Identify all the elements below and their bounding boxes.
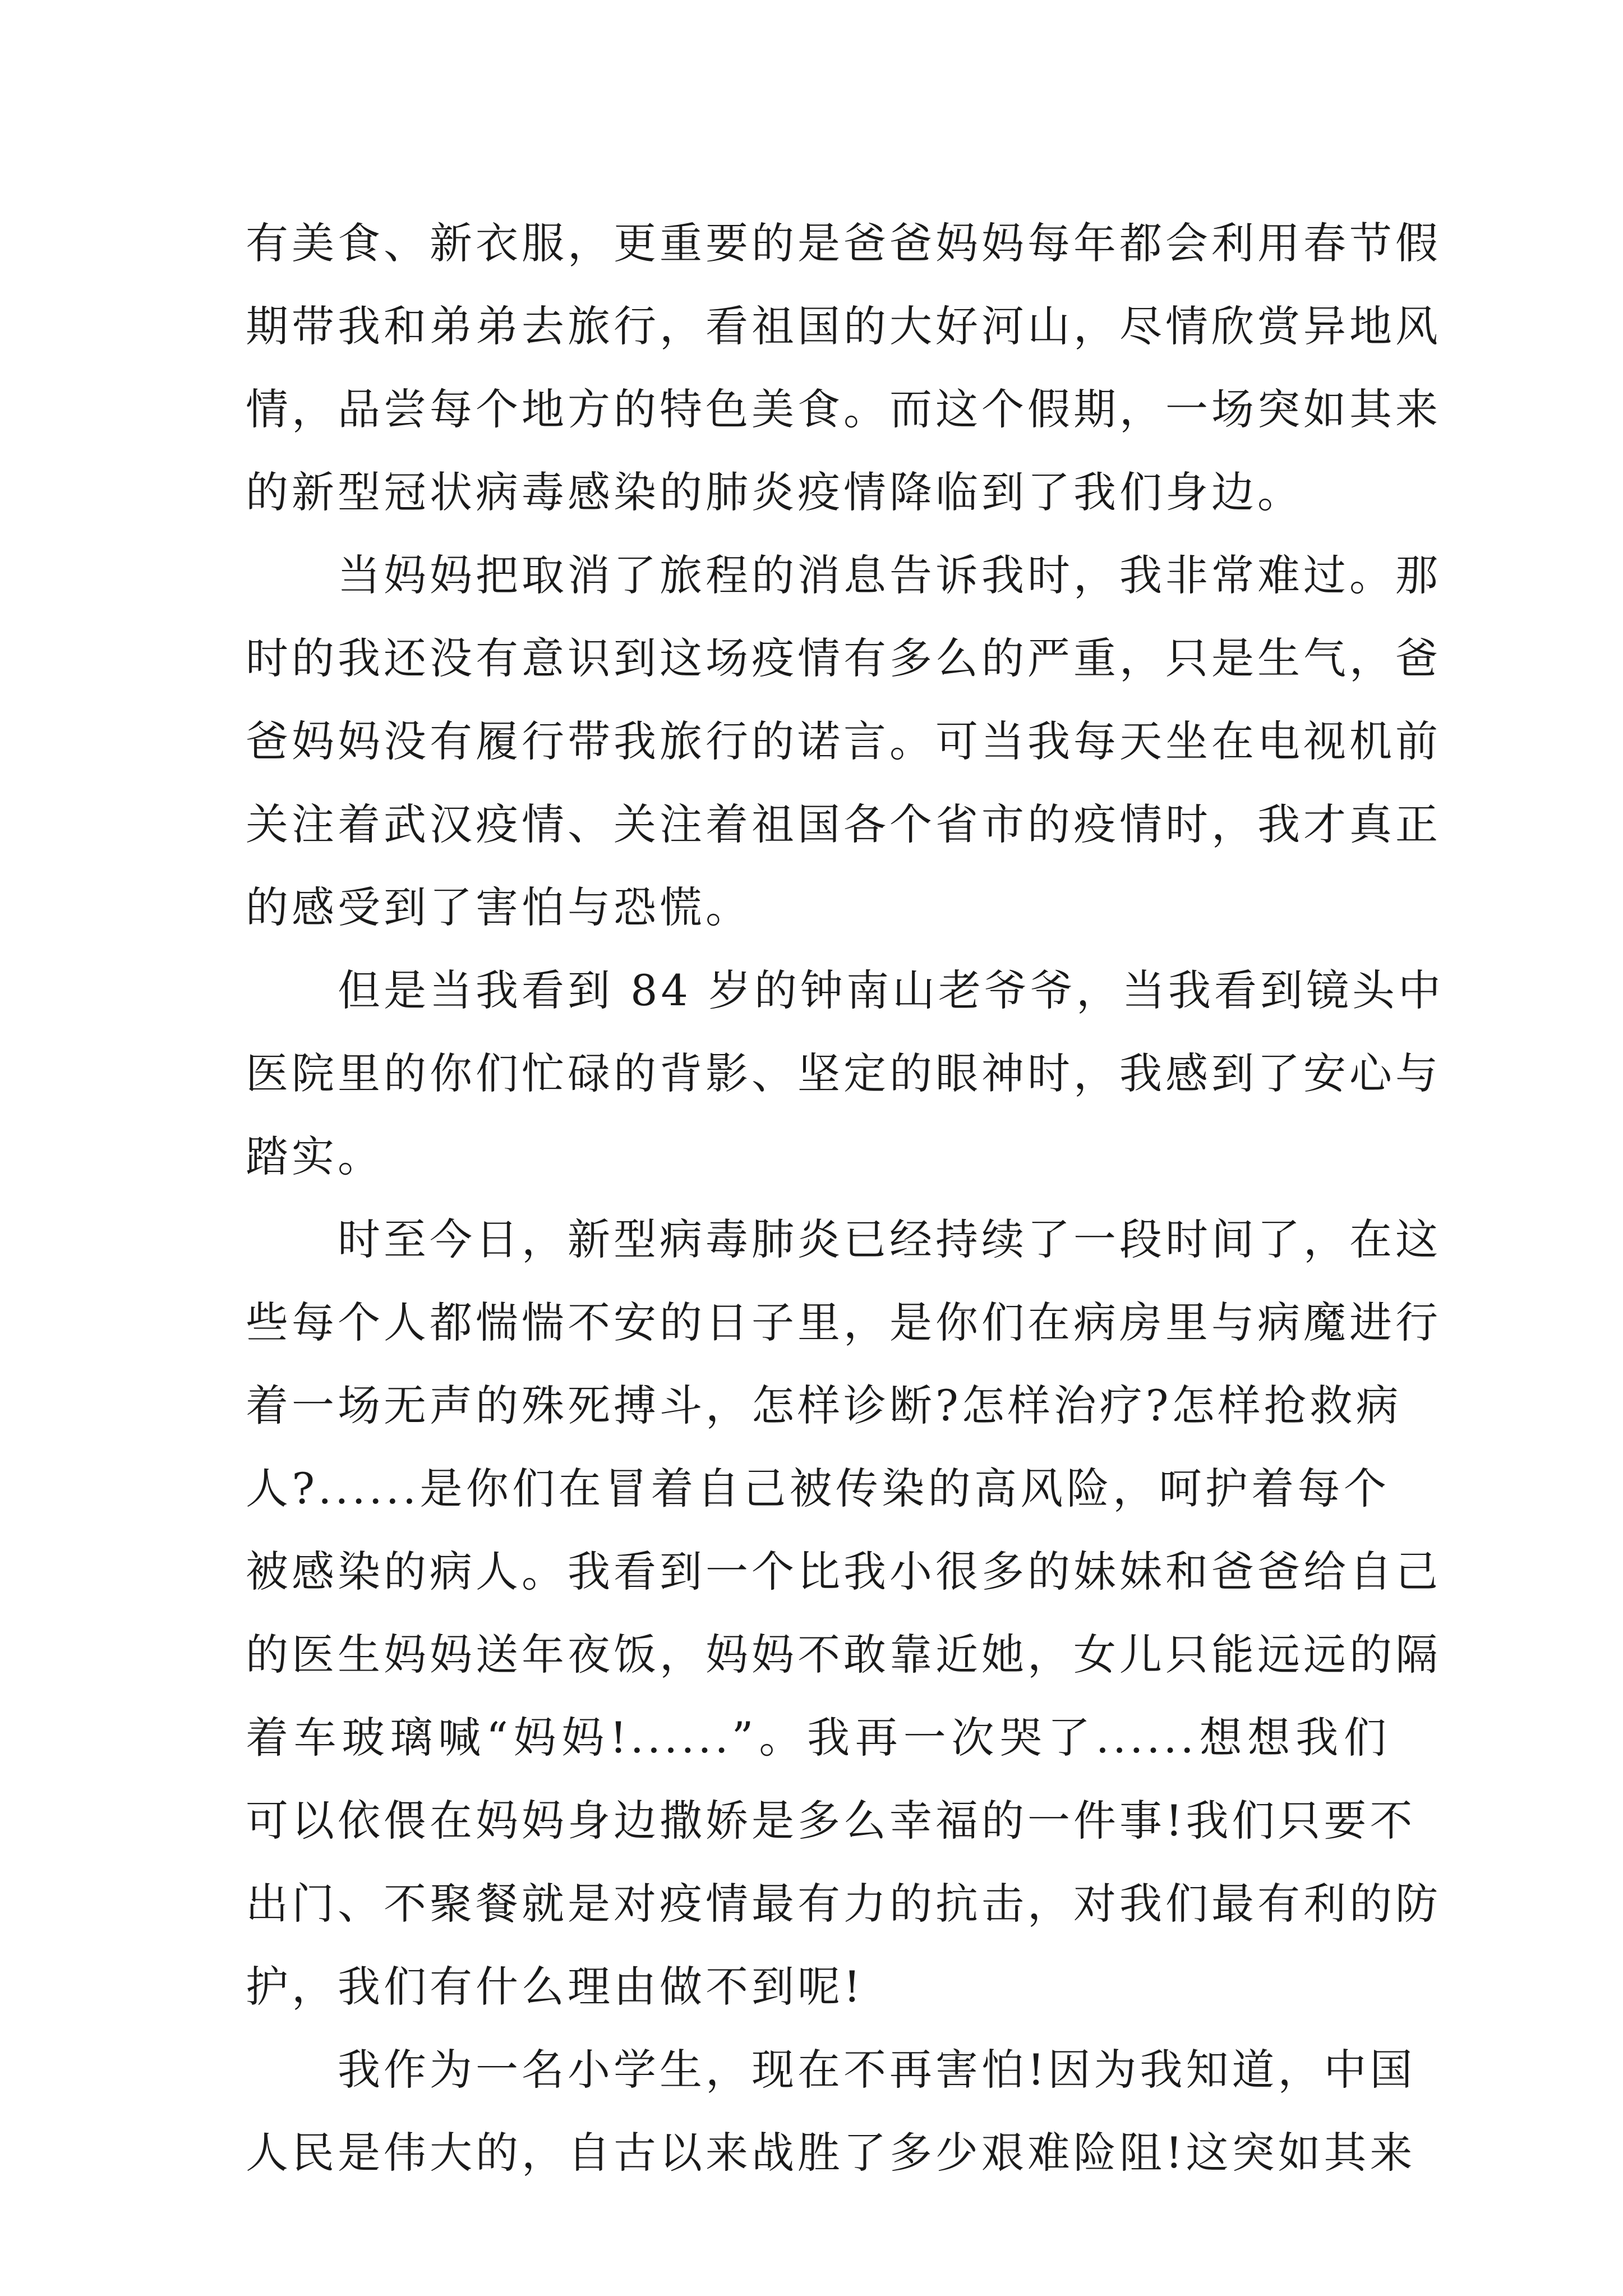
text-line: 被感染的病人。我看到一个比我小很多的妹妹和爸爸给自己 [246, 1547, 1441, 1596]
text-line: 些每个人都惴惴不安的日子里，是你们在病房里与病魔进行 [246, 1297, 1441, 1347]
paragraph-5 [246, 2028, 1416, 2194]
text-line: 当妈妈把取消了旅程的消息告诉我时，我非常难过。那 [338, 550, 1441, 600]
text-line: 爸妈妈没有履行带我旅行的诺言。可当我每天坐在电视机前 [246, 716, 1441, 766]
text-line: 期带我和弟弟去旅行，看祖国的大好河山，尽情欣赏异地风 [246, 301, 1441, 351]
text-line: 人?......是你们在冒着自己被传染的高风险，呵护着每个 [246, 1464, 1390, 1513]
text-line: 可以依偎在妈妈身边撒娇是多么幸福的一件事!我们只要不 [246, 1796, 1416, 1846]
document-body [246, 202, 1445, 2194]
paragraph-1 [246, 202, 1441, 534]
text-line: 人民是伟大的，自古以来战胜了多少艰难险阻!这突如其来 [246, 2128, 1416, 2178]
paragraph-2 [246, 534, 1441, 949]
text-line: 出门、不聚餐就是对疫情最有力的抗击，对我们最有利的防 [246, 1879, 1441, 1929]
text-line: 时至今日，新型病毒肺炎已经持续了一段时间了，在这 [338, 1214, 1441, 1264]
text-line: 有美食、新衣服，更重要的是爸爸妈妈每年都会利用春节假 [246, 218, 1441, 268]
text-line: 我作为一名小学生，现在不再害怕!因为我知道，中国 [338, 2045, 1416, 2095]
text-line: 医院里的你们忙碌的背影、坚定的眼神时，我感到了安心与 [246, 1048, 1441, 1098]
text-line: 的新型冠状病毒感染的肺炎疫情降临到了我们身边。 [246, 467, 1303, 517]
text-line: 踏实。 [246, 1131, 384, 1181]
text-line: 时的我还没有意识到这场疫情有多么的严重，只是生气，爸 [246, 633, 1441, 683]
text-line: 的医生妈妈送年夜饭，妈妈不敢靠近她，女儿只能远远的隔 [246, 1630, 1441, 1680]
text-line: 着一场无声的殊死搏斗，怎样诊断?怎样治疗?怎样抢救病 [246, 1381, 1402, 1430]
paragraph-4 [246, 1198, 1441, 2028]
paragraph-3 [246, 949, 1445, 1198]
text-line: 着车玻璃喊“妈妈!......”。我再一次哭了......想想我们 [246, 1713, 1390, 1763]
text-line: 护，我们有什么理由做不到呢! [246, 1962, 864, 2012]
text-line: 但是当我看到 84 岁的钟南山老爷爷，当我看到镜头中 [338, 965, 1445, 1015]
text-line: 的感受到了害怕与恐慌。 [246, 882, 751, 932]
text-line: 情，品尝每个地方的特色美食。而这个假期，一场突如其来 [246, 384, 1441, 434]
text-line: 关注着武汉疫情、关注着祖国各个省市的疫情时，我才真正 [246, 799, 1441, 849]
